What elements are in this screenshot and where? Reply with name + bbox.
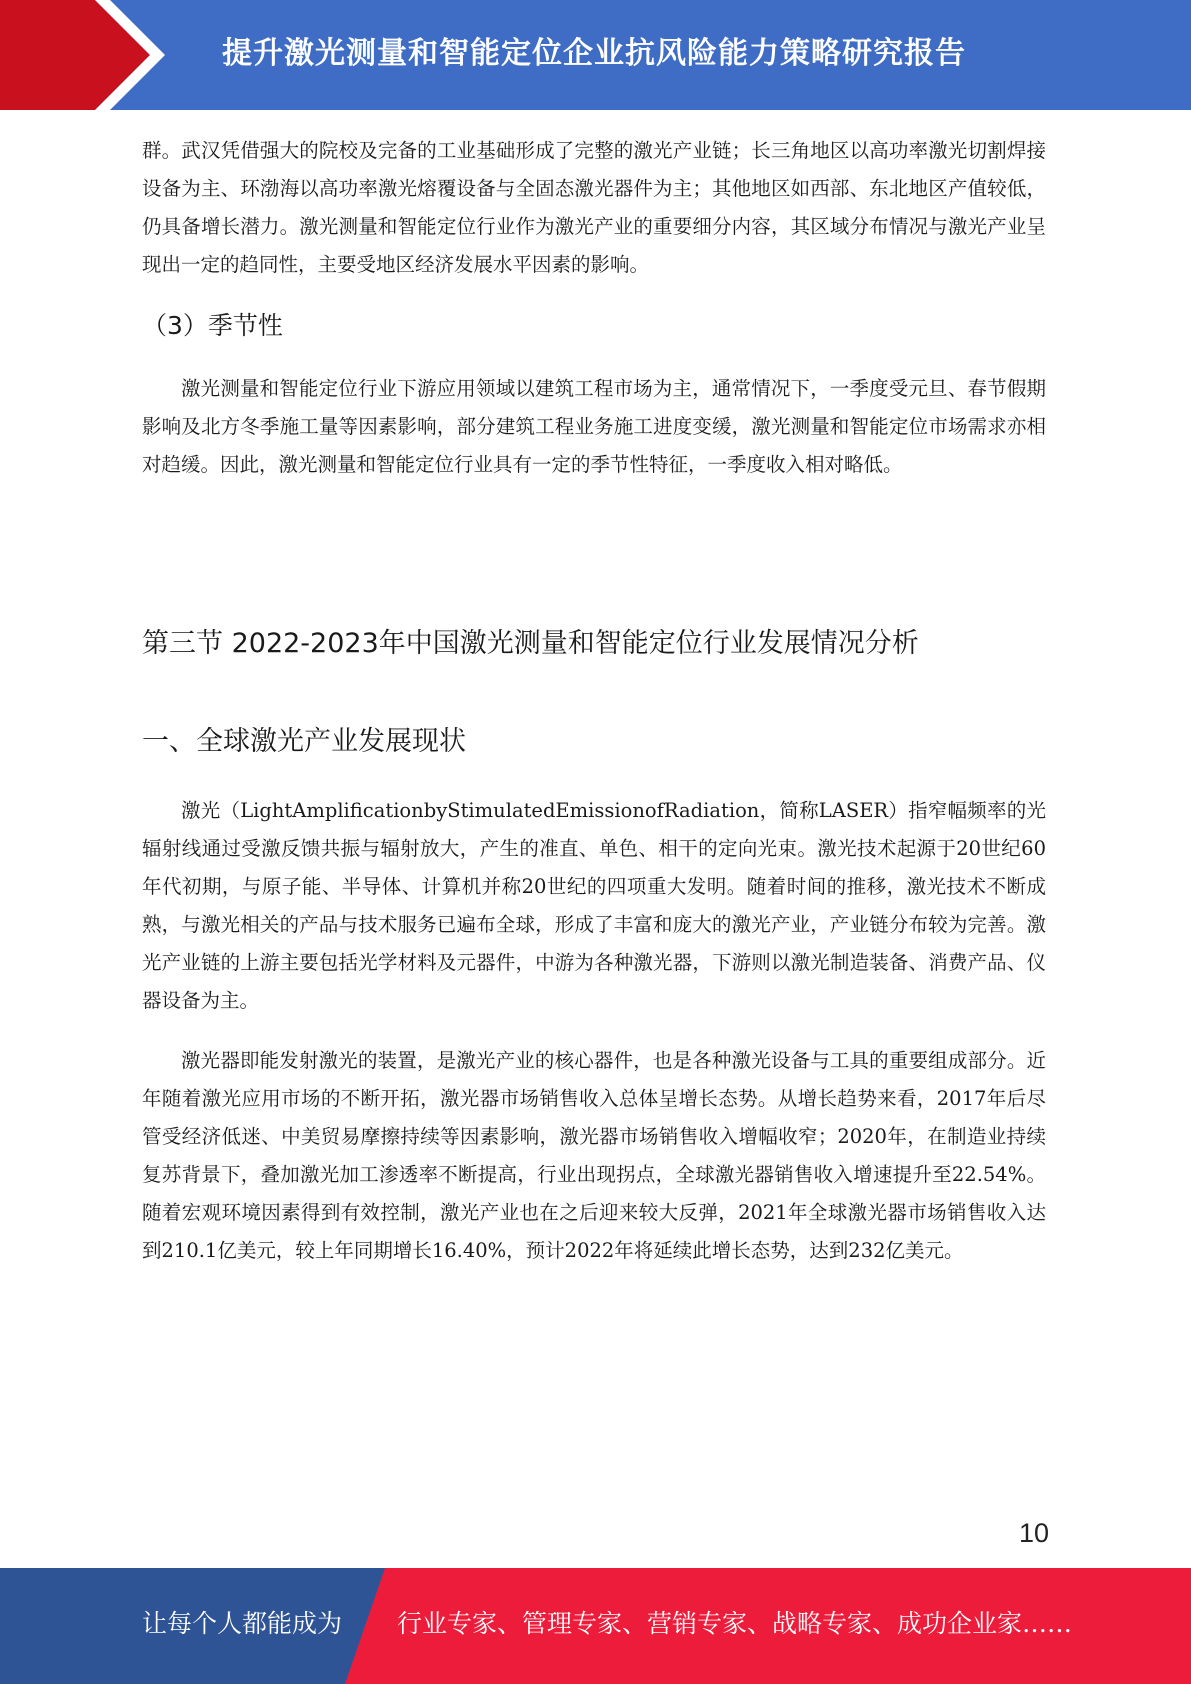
paragraph-seasonality: 激光测量和智能定位行业下游应用领域以建筑工程市场为主，通常情况下，一季度受元旦、春节假期影响及北方冬季施工量等因素影响，部分建筑工程业务施工进度变缓，激光测量和智能定位市场需求亦相对趋缓。因此，激光测量和智能定位行业具有一定的季节性特征，一季度收入相对略低。 [142, 377, 1046, 476]
page-header [0, 0, 1191, 110]
header-red-chevron [0, 0, 150, 110]
section-title: 第三节 2022-2023年中国激光测量和智能定位行业发展情况分析 [142, 628, 919, 659]
footer-slogan-left: 让每个人都能成为 [142, 1609, 343, 1638]
footer-slogan-right: 行业专家、管理专家、营销专家、战略专家、成功企业家…… [397, 1609, 1073, 1638]
page-number: 10 [1018, 1518, 1049, 1548]
page-content [142, 132, 1046, 1270]
report-title: 提升激光测量和智能定位企业抗风险能力策略研究报告 [222, 36, 966, 71]
heading-seasonality: （3）季节性 [142, 311, 283, 340]
paragraph-laser-market: 激光器即能发射激光的装置，是激光产业的核心器件，也是各种激光设备与工具的重要组成部分。近年随着激光应用市场的不断开拓，激光器市场销售收入总体呈增长态势。从增长趋势来看，2017年后尽管受经济低迷、中美贸易摩擦持续等因素影响，激光器市场销售收入增幅收窄；2020年，在制造业持续复苏背景下，叠加激光加工渗透率不断提高，行业出现拐点，全球激光器销售收入增速提升至22.54%。随着宏观环境因素得到有效控制，激光产业也在之后迎来较大反弹，2021年全球激光器市场销售收入达到210.1亿美元，较上年同期增长16.40%，预计2022年将延续此增长态势，达到232亿美元。 [142, 1049, 1046, 1262]
paragraph-regional-distribution: 群。武汉凭借强大的院校及完备的工业基础形成了完整的激光产业链；长三角地区以高功率激光切割焊接设备为主、环渤海以高功率激光熔覆设备与全固态激光器件为主；其他地区如西部、东北地区产值较低，仍具备增长潜力。激光测量和智能定位行业作为激光产业的重要细分内容，其区域分布情况与激光产业呈现出一定的趋同性，主要受地区经济发展水平因素的影响。 [142, 139, 1046, 276]
chapter-title: 一、全球激光产业发展现状 [142, 726, 466, 757]
paragraph-laser-intro: 激光（LightAmplificationbyStimulatedEmissionofRadiation，简称LASER）指窄幅频率的光辐射线通过受激反馈共振与辐射放大，产生的准直、单色、相干的定向光束。激光技术起源于20世纪60年代初期，与原子能、半导体、计算机并称20世纪的四项重大发明。随着时间的推移，激光技术不断成熟，与激光相关的产品与技术服务已遍布全球，形成了丰富和庞大的激光产业，产业链分布较为完善。激光产业链的上游主要包括光学材料及元器件，中游为各种激光器，下游则以激光制造装备、消费产品、仪器设备为主。 [142, 799, 1046, 1012]
page-footer [0, 1568, 1191, 1684]
